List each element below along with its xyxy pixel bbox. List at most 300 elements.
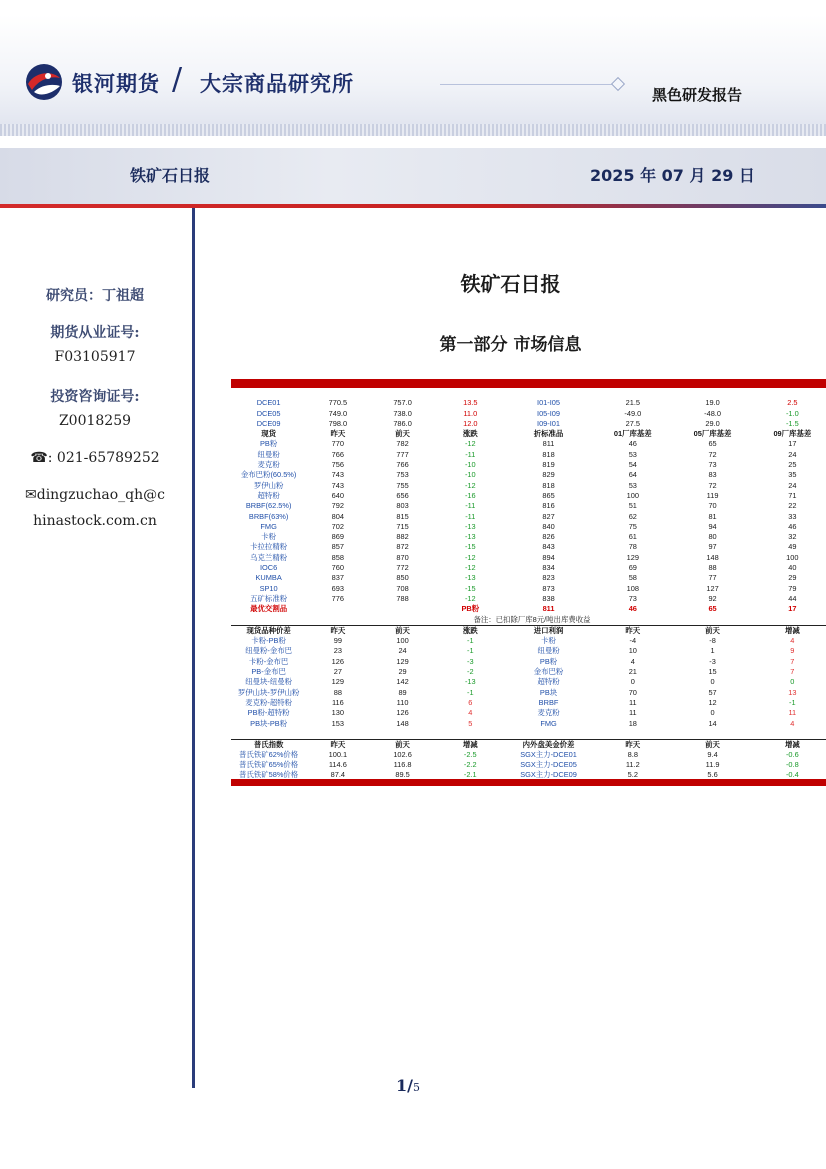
- table-cell: 麦克粉-超特粉: [245, 697, 293, 707]
- table-cell: 21.5: [625, 398, 640, 408]
- table-cell: -0.8: [785, 760, 799, 770]
- table-cell: 70: [708, 501, 717, 511]
- table-cell: 超特粉: [257, 490, 280, 500]
- spread-header-row: [231, 625, 826, 636]
- report-name: 铁矿石日报: [130, 166, 211, 185]
- table-cell: 100: [786, 552, 799, 562]
- table-cell: PB块: [539, 687, 558, 697]
- table-cell: -13: [464, 573, 476, 583]
- table-cell: 803: [396, 501, 409, 511]
- table-cell: 693: [331, 583, 345, 593]
- table-cell: 788: [396, 593, 409, 603]
- table-cell: 卡拉拉精粉: [250, 542, 288, 552]
- spread-row: [231, 677, 826, 687]
- table-cell: 776: [331, 593, 345, 603]
- table-cell: 8.8: [627, 749, 638, 759]
- table-cell: 今日: [330, 388, 346, 397]
- spot-row: [231, 532, 826, 542]
- table-cell: -10: [464, 470, 476, 480]
- table-cell: 0: [710, 677, 715, 687]
- brand-name: 银河期货: [72, 72, 160, 96]
- table-cell: 656: [396, 490, 409, 500]
- table-cell: 11.9: [705, 760, 720, 770]
- table-cell: 麦克粉: [257, 460, 280, 470]
- table-cell: 4: [468, 708, 473, 718]
- spread-row: [231, 708, 826, 718]
- table-cell: -10: [464, 460, 476, 470]
- table-cell: FMG: [540, 718, 557, 728]
- table-cell: 88: [333, 687, 342, 697]
- table-cell: KUMBA: [255, 573, 282, 583]
- table-cell: 5: [468, 718, 473, 728]
- table-cell: 99: [333, 636, 342, 646]
- table-cell: -48.0: [704, 408, 721, 418]
- table-cell: 29: [398, 667, 407, 677]
- spot-row: [231, 594, 826, 604]
- table-cell: -11: [465, 449, 476, 459]
- table-cell: 94: [708, 521, 717, 531]
- spot-row: [231, 450, 826, 460]
- table-cell: 29: [788, 573, 797, 583]
- table-cell: 818: [542, 449, 555, 459]
- email-line-1[interactable]: ✉dingzuchao_qh@c: [25, 487, 165, 503]
- table-cell: 12: [708, 697, 717, 707]
- table-cell: 865: [542, 490, 555, 500]
- table-cell: 770.5: [328, 398, 348, 408]
- table-cell: PB粉: [260, 439, 278, 449]
- table-note: 备注：已扣除厂库8元/吨出库费收益: [473, 614, 591, 624]
- table-cell: 增减: [752, 739, 826, 750]
- spacer-cell: [231, 729, 826, 739]
- table-cell: 126: [396, 708, 409, 718]
- table-cell: 最优交割品: [250, 604, 288, 614]
- table-cell: 792: [331, 501, 345, 511]
- table-cell: 89.5: [395, 770, 410, 780]
- table-cell: 5.2: [627, 770, 638, 780]
- table-cell: 24: [398, 646, 407, 656]
- table-cell: 702: [331, 521, 345, 531]
- note-row: [231, 615, 826, 626]
- table-cell: 110: [396, 697, 409, 707]
- table-cell: 715: [396, 521, 409, 531]
- table-cell: 92: [708, 593, 717, 603]
- table-cell: 58: [628, 573, 637, 583]
- table-cell: 65: [708, 604, 717, 614]
- table-cell: 40: [788, 563, 797, 573]
- table-cell: 148: [396, 718, 409, 728]
- table-cell: 777: [396, 449, 409, 459]
- table-cell: 894: [542, 552, 555, 562]
- table-cell: 840: [542, 521, 555, 531]
- spread-row: [231, 636, 826, 646]
- table-cell: 前天: [395, 429, 410, 439]
- table-cell: 4: [790, 636, 795, 646]
- table-cell: 640: [331, 490, 345, 500]
- table-cell: -2: [466, 667, 474, 677]
- spread-row: [231, 698, 826, 708]
- table-cell: 708: [396, 583, 409, 593]
- table-cell: 749.0: [328, 408, 348, 418]
- table-cell: 738.0: [393, 408, 412, 418]
- table-cell: 7: [790, 667, 795, 677]
- table-cell: 54: [628, 460, 637, 470]
- table-cell: 116.8: [393, 760, 412, 770]
- table-cell: -13: [464, 521, 476, 531]
- table-cell: 前天: [369, 625, 435, 636]
- advisor-label: 投资咨询证号:: [50, 389, 140, 405]
- table-cell: 09厂库基差: [773, 429, 812, 439]
- table-cell: 51: [628, 501, 637, 511]
- table-cell: PB粉: [461, 604, 480, 614]
- table-cell: 5.6: [707, 770, 718, 780]
- table-cell: -13: [464, 532, 476, 542]
- table-cell: 873: [542, 583, 555, 593]
- table-cell: -12: [464, 593, 476, 603]
- table-cell: 21: [628, 667, 637, 677]
- table-cell: 770: [331, 439, 345, 449]
- table-cell: 129: [396, 656, 409, 666]
- table-cell: DCE01: [256, 398, 281, 408]
- table-cell: SP10: [259, 583, 278, 593]
- table-cell: 755: [396, 480, 409, 490]
- table-cell: -0.4: [785, 770, 799, 780]
- table-cell: 829: [542, 470, 555, 480]
- galaxy-logo-icon: [24, 62, 64, 102]
- table-cell: 17: [788, 439, 797, 449]
- table-cell: 9.4: [707, 749, 718, 759]
- brand-divider: /: [172, 62, 183, 97]
- table-cell: 涨跌: [462, 429, 478, 439]
- table-cell: 纽曼粉: [537, 646, 560, 656]
- table-cell: BRBF: [538, 697, 559, 707]
- table-cell: 818: [542, 480, 555, 490]
- table-cell: 72: [708, 480, 717, 490]
- table-cell: I01-I05: [537, 398, 561, 408]
- table-cell: 五矿标准粉: [250, 593, 288, 603]
- table-cell: 11.2: [625, 760, 640, 770]
- table-cell: 816: [542, 501, 555, 511]
- table-cell: 46: [628, 604, 637, 614]
- license-label: 期货从业证号:: [50, 325, 140, 341]
- table-cell: 108: [626, 583, 639, 593]
- spot-row: [231, 439, 826, 449]
- table-cell: 64: [628, 470, 637, 480]
- table-cell: 100: [396, 636, 409, 646]
- table-cell: 73: [628, 593, 637, 603]
- table-cell: 10: [628, 646, 637, 656]
- table-cell: 增减: [752, 625, 826, 636]
- table-cell: 786.0: [393, 418, 412, 428]
- table-cell: 普氏铁矿62%价格: [239, 749, 299, 759]
- table-cell: -1: [789, 697, 796, 707]
- table-cell: 127: [706, 583, 719, 593]
- table-cell: 88: [708, 563, 717, 573]
- index-row: [231, 760, 826, 770]
- table-cell: 纽曼块-纽曼粉: [245, 677, 293, 687]
- table-cell: -1.0: [785, 408, 799, 418]
- table-cell: 81: [708, 511, 717, 521]
- table-cell: 11: [788, 708, 797, 718]
- table-cell: 153: [331, 718, 345, 728]
- table-cell: 昨天: [592, 625, 673, 636]
- page-current: 1/: [396, 1076, 413, 1095]
- table-cell: 增减: [436, 739, 505, 750]
- table-cell: 46: [788, 521, 797, 531]
- table-cell: 116: [331, 697, 344, 707]
- table-cell: 57: [708, 687, 717, 697]
- table-cell: -11: [465, 501, 476, 511]
- table-cell: PB块-PB粉: [250, 718, 288, 728]
- table-cell: 涨跌: [462, 388, 478, 397]
- table-cell: PB粉-超特粉: [247, 708, 290, 718]
- table-cell: -3: [466, 656, 474, 666]
- table-cell: -11: [465, 511, 476, 521]
- table-cell: 23: [333, 646, 342, 656]
- header-red-rule: [0, 204, 826, 208]
- table-cell: 869: [331, 532, 345, 542]
- table-cell: 35: [788, 470, 797, 480]
- report-date: 2025 年 07 月 29 日: [590, 166, 755, 185]
- table-cell: 昨天: [592, 739, 673, 750]
- table-cell: 24: [788, 480, 797, 490]
- table-cell: 18: [628, 718, 637, 728]
- table-cell: 129: [331, 677, 345, 687]
- table-cell: 100.1: [328, 749, 348, 759]
- page-number: [396, 1076, 420, 1095]
- table-cell: 麦克粉: [537, 708, 560, 718]
- spot-row: [231, 563, 826, 573]
- table-cell: 826: [542, 532, 555, 542]
- table-cell: 870: [396, 552, 409, 562]
- table-cell: 涨跌: [436, 625, 505, 636]
- table-cell: 44: [788, 593, 797, 603]
- spot-row: [231, 584, 826, 594]
- futures-row: [231, 419, 826, 429]
- table-cell: 69: [628, 563, 637, 573]
- table-cell: 27.5: [625, 418, 640, 428]
- table-cell: 142: [396, 677, 409, 687]
- table-cell: 15: [708, 667, 717, 677]
- table-cell: -12: [464, 439, 476, 449]
- table-cell: DCE09: [256, 418, 281, 428]
- table-cell: 纽曼粉-金布巴: [245, 646, 293, 656]
- section-title: 第一部分 市场信息: [439, 335, 582, 355]
- report-header: [0, 0, 826, 210]
- table-cell: 114.6: [328, 760, 347, 770]
- table-cell: 0: [710, 708, 715, 718]
- page-total: 5: [412, 1081, 420, 1094]
- spread-row: [231, 719, 826, 729]
- table-cell: 13: [788, 687, 797, 697]
- table-cell: 11.0: [463, 408, 478, 418]
- table-cell: 卡粉-PB粉: [251, 636, 286, 646]
- spread-row: [231, 646, 826, 656]
- table-cell: 827: [542, 511, 555, 521]
- table-cell: 2.5: [787, 398, 798, 408]
- table-cell: -2.5: [463, 749, 477, 759]
- table-cell: 46: [628, 439, 637, 449]
- table-cell: 858: [331, 552, 345, 562]
- table-cell: 05厂库基差: [693, 429, 732, 439]
- table-cell: [505, 388, 592, 398]
- table-cell: 昨天: [330, 429, 346, 439]
- table-cell: 前天: [673, 739, 751, 750]
- table-cell: -16: [464, 490, 476, 500]
- table-cell: 进口利润: [505, 625, 592, 636]
- market-data-table: [231, 388, 826, 781]
- table-cell: SGX主力-DCE09: [520, 770, 577, 780]
- index-row: [231, 750, 826, 760]
- table-cell: 昨天: [306, 625, 369, 636]
- table-cell: [369, 604, 435, 614]
- table-cell: 普氏铁矿58%价格: [239, 770, 299, 780]
- table-cell: 834: [542, 563, 555, 573]
- table-cell: 53: [628, 480, 637, 490]
- table-cell: 昨天: [306, 739, 369, 750]
- table-cell: 837: [331, 573, 345, 583]
- table-cell: I09-I01: [537, 418, 561, 428]
- table-cell: 850: [396, 573, 409, 583]
- table-cell: 78: [628, 542, 637, 552]
- table-cell: 4: [630, 656, 635, 666]
- table-cell: BRBF(62.5%): [245, 501, 292, 511]
- table-cell: 53: [628, 449, 637, 459]
- table-cell: 01厂库基差: [613, 429, 652, 439]
- table-cell: 涨跌: [784, 388, 800, 397]
- researcher: 研究员：丁祖超: [46, 288, 144, 304]
- table-cell: 89: [398, 687, 407, 697]
- table-cell: -3: [709, 656, 716, 666]
- spot-row: [231, 542, 826, 552]
- table-cell: 7: [790, 656, 795, 666]
- table-cell: 17: [788, 604, 797, 614]
- futures-row: [231, 409, 826, 419]
- futures-header-row: [231, 388, 826, 398]
- table-cell: BRBF(63%): [248, 511, 289, 521]
- table-cell: 内外盘美金价差: [505, 739, 592, 750]
- index-row: [231, 770, 826, 780]
- best-delivery-row: [231, 604, 826, 614]
- table-cell: 1: [710, 646, 715, 656]
- table-cell: -4: [629, 636, 637, 646]
- table-cell: -0.6: [785, 749, 799, 759]
- header-dot-stripe: [0, 124, 826, 136]
- table-cell: 77: [708, 573, 717, 583]
- table-cell: 815: [396, 511, 409, 521]
- table-cell: 卡粉: [261, 532, 277, 542]
- table-cell: 普氏铁矿65%价格: [239, 760, 299, 770]
- spot-row: [231, 460, 826, 470]
- index-header-row: [231, 739, 826, 750]
- table-cell: I05-I09: [537, 408, 561, 418]
- table-cell: 843: [542, 542, 555, 552]
- table-cell: -8: [709, 636, 716, 646]
- table-cell: -49.0: [624, 408, 642, 418]
- table-cell: 804: [331, 511, 345, 521]
- table-cell: -1: [466, 636, 474, 646]
- spot-row: [231, 553, 826, 563]
- table-cell: 753: [396, 470, 409, 480]
- table-spacer: [231, 729, 826, 739]
- table-cell: 昨日: [395, 388, 410, 397]
- table-cell: -1: [466, 646, 474, 656]
- table-cell: 罗伊山粉: [253, 480, 284, 490]
- spot-row: [231, 491, 826, 501]
- table-cell: 罗伊山块-罗伊山粉: [237, 687, 300, 697]
- table-cell: -12: [464, 563, 476, 573]
- table-cell: -15: [464, 542, 476, 552]
- table-cell: 13.5: [463, 398, 478, 408]
- table-cell: 9: [790, 646, 795, 656]
- spot-row: [231, 573, 826, 583]
- table-cell: 882: [396, 532, 409, 542]
- table-cell: 27: [333, 667, 342, 677]
- spot-row: [231, 512, 826, 522]
- table-cell: 79: [788, 583, 797, 593]
- table-cell: -1.5: [785, 418, 799, 428]
- table-cell: 97: [708, 542, 717, 552]
- table-cell: -1: [466, 687, 474, 697]
- table-cell: 11: [628, 708, 637, 718]
- table-cell: 25: [788, 460, 797, 470]
- table-cell: FMG: [260, 521, 277, 531]
- table-cell: 129: [626, 552, 639, 562]
- table-cell: -12: [464, 480, 476, 490]
- table-cell: 今日: [625, 388, 641, 397]
- table-cell: 33: [788, 511, 797, 521]
- table-cell: 80: [708, 532, 717, 542]
- table-cell: 760: [331, 563, 345, 573]
- phone: ☎: 021-65789252: [30, 450, 160, 466]
- table-cell: 75: [628, 521, 637, 531]
- table-cell: 24: [788, 449, 797, 459]
- license-value: F03105917: [54, 349, 136, 365]
- table-cell: IOC6: [260, 563, 278, 573]
- table-cell: 83: [708, 470, 717, 480]
- table-cell: 0: [790, 677, 795, 687]
- table-cell: -2.2: [463, 760, 477, 770]
- table-cell: 838: [542, 593, 555, 603]
- table-cell: 72: [708, 449, 717, 459]
- advisor-value: Z0018259: [58, 413, 132, 429]
- table-cell: 卡粉: [541, 636, 556, 646]
- table-cell: 前天: [369, 739, 435, 750]
- spread-row: [231, 688, 826, 698]
- market-table: [231, 379, 826, 786]
- table-cell: 卡粉-金布巴: [248, 656, 289, 666]
- table-cell: 14: [708, 718, 717, 728]
- table-cell: 119: [706, 490, 719, 500]
- spot-row: [231, 470, 826, 480]
- table-cell: 62: [628, 511, 637, 521]
- table-cell: 148: [706, 552, 719, 562]
- table-cell: 现货品种价差: [231, 625, 306, 636]
- table-cell: 823: [542, 573, 555, 583]
- spot-header-row: [231, 429, 826, 439]
- table-cell: 折标准品: [533, 429, 564, 439]
- table-cell: 金布巴粉(60.5%): [240, 470, 297, 480]
- main-title: 铁矿石日报: [460, 272, 561, 296]
- table-cell: 811: [542, 604, 555, 614]
- table-cell: 65: [708, 439, 717, 449]
- table-cell: 前天: [673, 625, 751, 636]
- table-cell: PB粉: [539, 656, 558, 666]
- table-cell: 766: [396, 460, 409, 470]
- table-cell: 819: [542, 460, 555, 470]
- email-line-2[interactable]: hinastock.com.cn: [33, 513, 157, 529]
- table-cell: DCE05: [256, 408, 281, 418]
- institute-name: 大宗商品研究所: [200, 72, 354, 96]
